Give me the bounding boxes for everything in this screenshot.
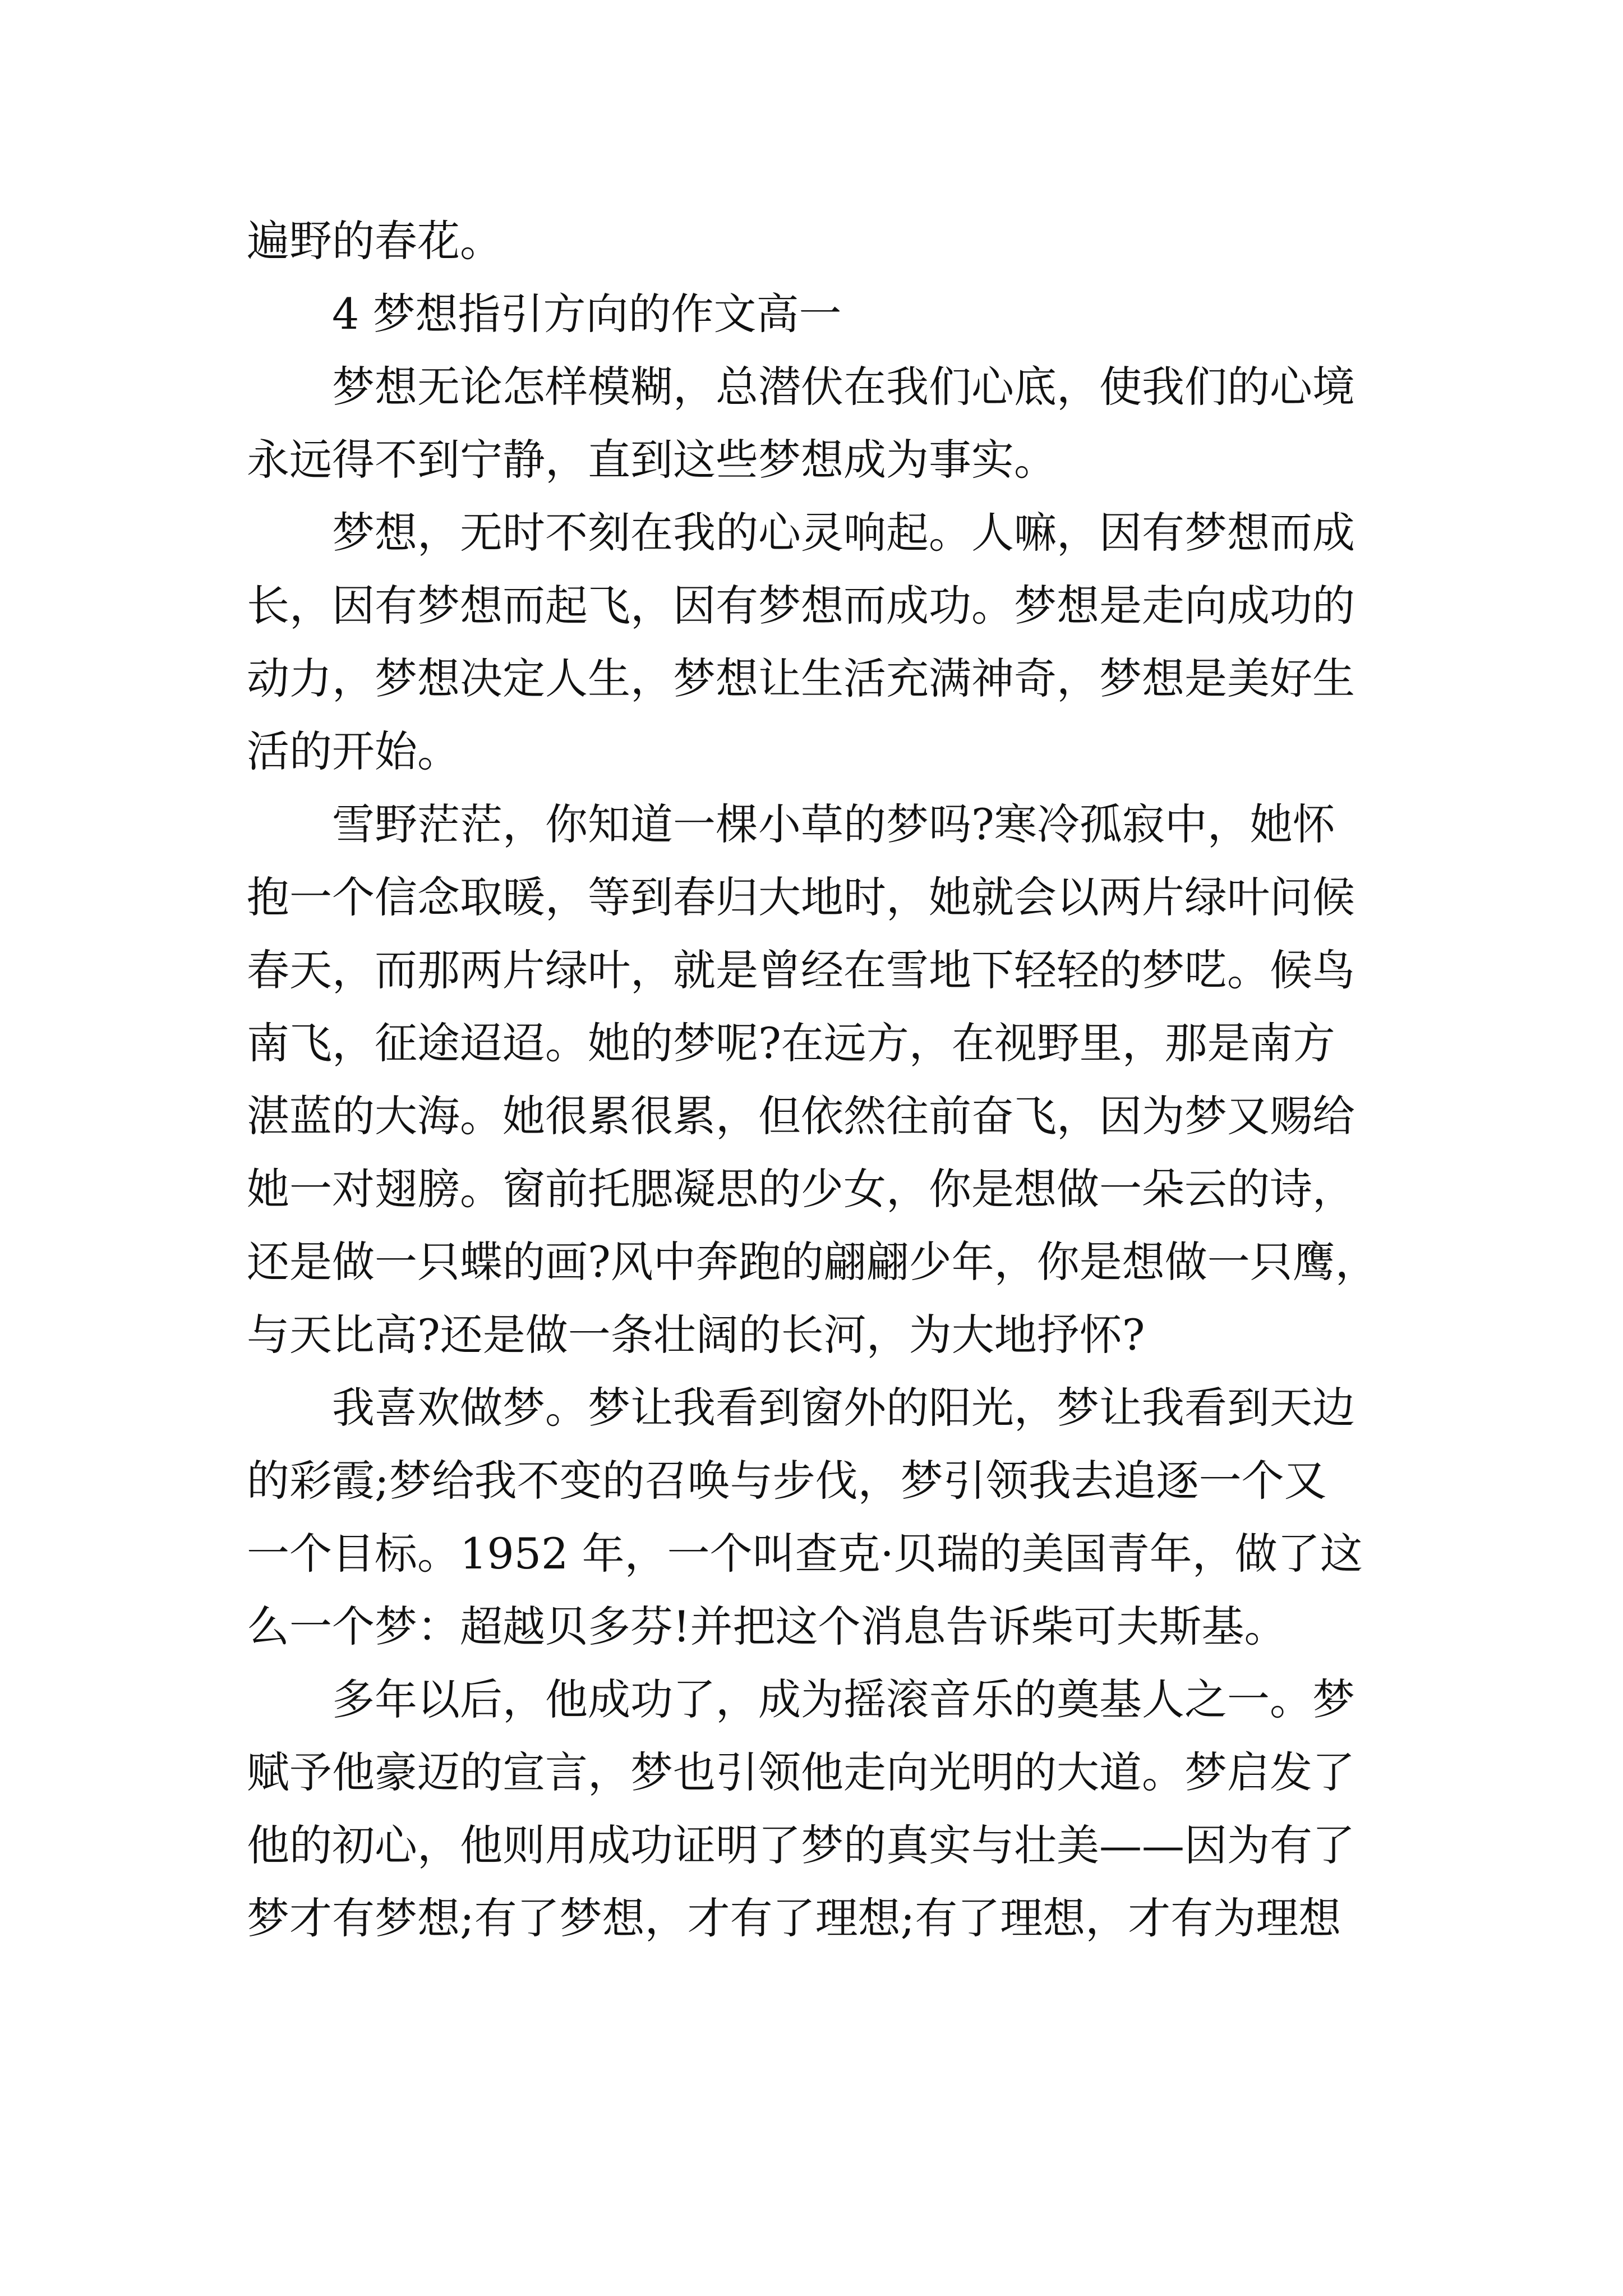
paragraph-continuation: 遍野的春花。 <box>247 216 502 266</box>
section-heading: 4 梦想指引方向的作文高一 <box>332 289 842 339</box>
paragraph: 梦想，无时不刻在我的心灵响起。人嘛，因有梦想而成 长，因有梦想而起飞，因有梦想而成功。梦想是走向成功的 动力，梦想决定人生，梦想让生活充满神奇，梦想是美好生 活的开始。 <box>247 508 1355 776</box>
paragraph: 雪野茫茫，你知道一棵小草的梦吗?寒冷孤寂中，她怀 抱一个信念取暖，等到春归大地时，她就会以两片绿叶问候 春天，而那两片绿叶，就是曾经在雪地下轻轻的梦呓。候鸟 南飞，征途迢迢。她的梦呢?在远方，在视野里，那是南方 湛蓝的大海。她很累很累，但依然往前奋飞，因为梦又赐给 她一对翅膀。窗前托腮凝思的少女，你是想做一朵云的诗， 还是做一只蝶的画?风中奔跑的翩翩少年，你是想做一只鹰， 与天比高?还是做一条壮阔的长河，为大地抒怀? <box>247 799 1378 1360</box>
paragraph: 梦想无论怎样模糊，总潜伏在我们心底，使我们的心境 永远得不到宁静，直到这些梦想成为事实。 <box>247 362 1355 485</box>
document-body <box>247 205 1391 1955</box>
paragraph: 我喜欢做梦。梦让我看到窗外的阳光，梦让我看到天边 的彩霞;梦给我不变的召唤与步伐，梦引领我去追逐一个又 一个目标。1952 年，一个叫查克·贝瑞的美国青年，做了这 么一个梦：超越贝多芬!并把这个消息告诉柴可夫斯基。 <box>247 1383 1363 1651</box>
paragraph: 多年以后，他成功了，成为摇滚音乐的奠基人之一。梦 赋予他豪迈的宣言，梦也引领他走向光明的大道。梦启发了 他的初心，他则用成功证明了梦的真实与壮美——因为有了 梦才有梦想;有了梦想，才有了理想;有了理想，才有为理想 <box>247 1674 1355 1943</box>
